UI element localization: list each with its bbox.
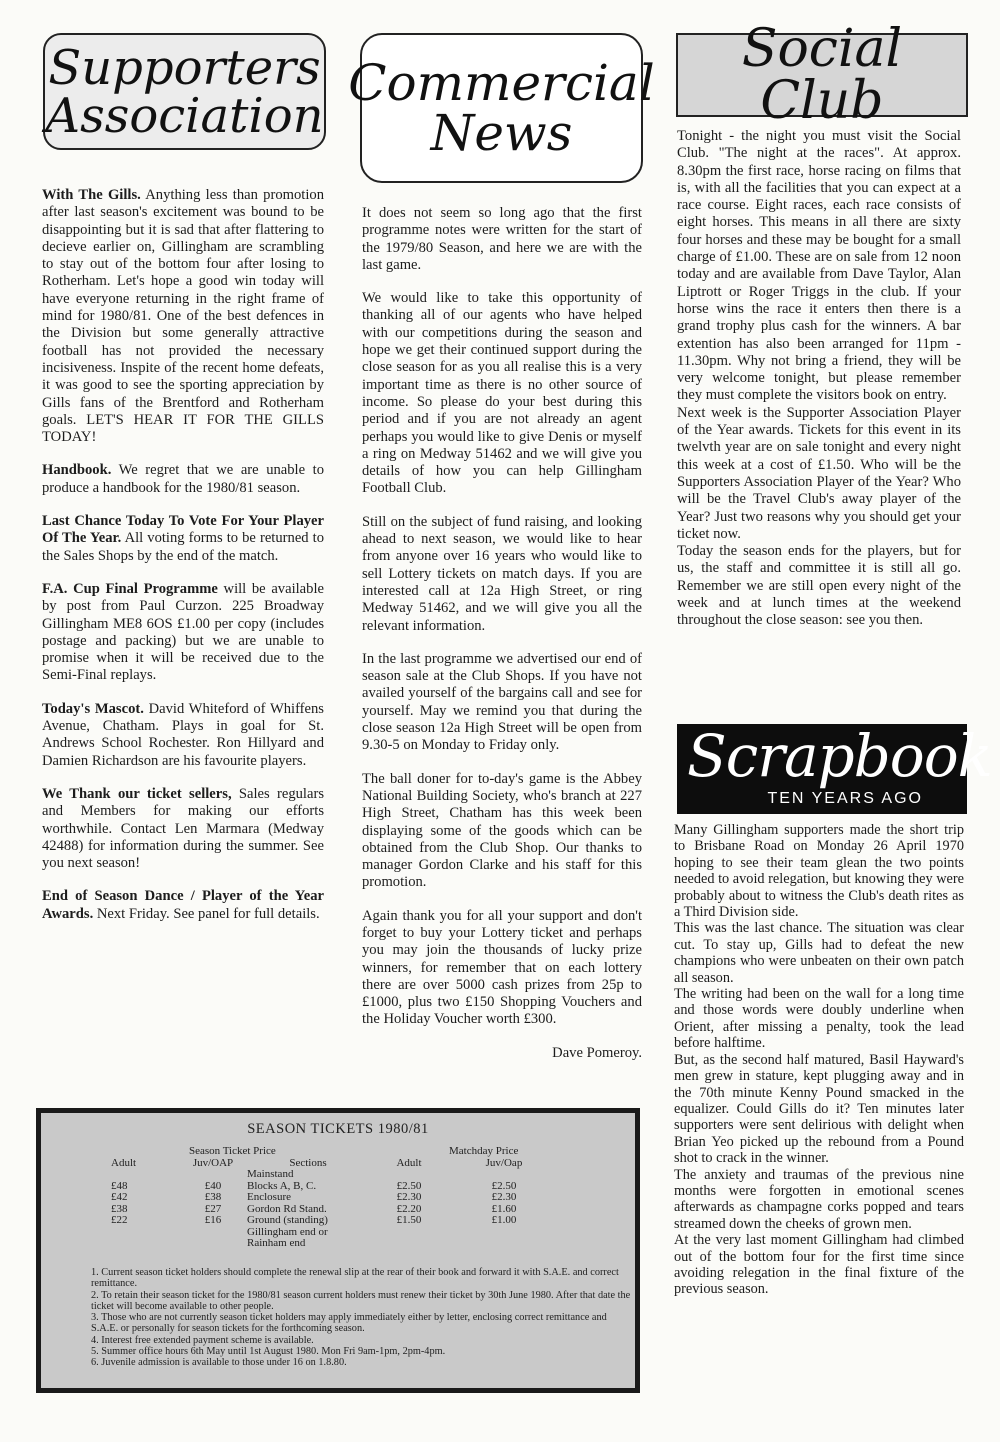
cell-matchday-juv: £1.00 [491, 1214, 517, 1226]
paragraph-text: David Whiteford of Whiffens Avenue, Chatham. Plays in goal for St. Andrews School Rochester. Ron Hillyard and Damien Richardson are his favourite players. [42, 700, 324, 769]
note-item: 4. Interest free extended payment scheme is available. [91, 1334, 314, 1346]
supporters-paragraph [42, 581, 324, 685]
note-item: 2. To retain their season ticket for the 1980/81 season current holders must renew their ticket by 30th June 1980. After that date the ticket will become available to other people. [91, 1289, 631, 1312]
commercial-signature: Dave Pomeroy. [552, 1044, 642, 1061]
scrapbook-banner [677, 722, 992, 814]
scrapbook-paragraph: Many Gillingham supporters made the short trip to Brisbane Road on Monday 26 April 1970 hoping to see their team glean the two points needed to avoid relegation, but knowing they were probably about to witness the Club's death rites as a Third Division side. [674, 822, 964, 921]
paragraph-lead: Today's Mascot. [42, 700, 144, 717]
paragraph-lead: With The Gills. [42, 187, 141, 203]
note-item: 1. Current season ticket holders should complete the renewal slip at the rear of their book and forward it with S.A.E. and correct remittance. [91, 1267, 619, 1290]
scrapbook-paragraph: At the very last moment Gillingham had climbed out of the bottom four for the first time since avoiding relegation in the final fixture of the previous season. [674, 1232, 964, 1298]
social-paragraph: Next week is the Supporter Association Player of the Year awards. Tickets for this event in its twelvth year are on sale tonight and every night this week at a cost of £1.50. Who will be the Supporters Association Player of the Year? Who will be the Travel Club's away player of the Year? Just two reasons why you should get your ticket now. [677, 404, 961, 542]
extra-section-1: Gillingham end or [247, 1225, 328, 1238]
commercial-header-line2: News [430, 104, 573, 162]
supporters-paragraph [42, 701, 324, 770]
right-column [677, 128, 961, 646]
season-tickets-notes [91, 1267, 631, 1369]
cell-juv: £27 [204, 1202, 222, 1215]
scrapbook-paragraph: The writing had been on the wall for a long time and those words were doubly underline when Orient, after missing a penalty, took the lead before halftime. [674, 986, 964, 1052]
season-price-heading: Season Ticket Price [189, 1145, 276, 1157]
table-row [101, 1203, 601, 1215]
cell-section: Enclosure [247, 1191, 291, 1203]
middle-column [362, 205, 642, 1062]
table-row [101, 1180, 601, 1192]
paragraph-text: Anything less than promotion after last season's excitement was bound to be disappointing but it is sad that after flattering to decieve earlier on, Gillingham are scrambling to stay out of the bottom four after losing to Rotherham. Let's hope a good win today will have everyone returning in the right frame of mind for 1980/81. One of the best defences in the Division but some generally attractive football has not provided the necessary incisiveness. Inspite of the recent home defeats, it was good to see the sporting appreciation by Gills fans of the Brentford and Rotherham goals. LET'S HEAR IT FOR THE GILLS TODAY! [42, 187, 324, 446]
col-sections: Sections [289, 1156, 327, 1169]
supporters-association-header [43, 33, 326, 150]
commercial-header-line1: Commercial [348, 54, 655, 112]
commercial-paragraph: We would like to take this opportunity of thanking all of our agents who have helped with our competitions during the season and hope we get their continued support during the close season for as you all realise this is a very important time as there is no other source of income. So please do your best during this period and if you are not already an agent perhaps you would like to give Denis or myself a ring on Medway 51462 and we will give you details of how you can help Gillingham Football Club. [362, 290, 642, 497]
cell-matchday-juv: £2.30 [491, 1191, 517, 1203]
social-header-title: Social Club [741, 19, 903, 131]
paragraph-lead: Last Chance Today To Vote For Your Player Of The Year. [42, 513, 324, 547]
col-juv-matchday: Juv/Oap [485, 1156, 523, 1169]
scrapbook-paragraph: The anxiety and traumas of the previous nine months were forgotten in emotional scenes afterwards as champagne corks popped and tears streamed down the cheeks of grown men. [674, 1166, 964, 1232]
social-paragraph: Tonight - the night you must visit the Social Club. "The night at the races". At approx. 8.30pm the first race, horse racing on films that is, with all the facilities that you can expect at a race course. Eight races, each race consists of eight horses. This means in all there are sixty four horses and these may be bought for a small charge of £1.00. These are on sale from 12 noon today and are available from Dave Taylor, Alan Liptrott or Roger Triggs in the club. If your horse wins the race it enters then there is a grand trophy plus cash for the winners. A bar extention has also been arranged for 11pm - 11.30pm. Why not bring a friend, they will be very welcome tonight, but please remember they must complete the visitors book on entry. [677, 128, 961, 404]
extra-section-2: Rainham end [247, 1237, 306, 1249]
table-row [101, 1214, 601, 1226]
supporters-paragraph [42, 786, 324, 872]
left-column [42, 187, 324, 939]
paragraph-text: All voting forms to be returned to the Sales Shops by the end of the match. [42, 530, 324, 564]
cell-adult: £48 [111, 1179, 128, 1192]
scrapbook-column [674, 822, 964, 1298]
col-juv: Juv/OAP [192, 1156, 234, 1169]
paragraph-text: will be available by post from Paul Curzon. 225 Broadway Gillingham ME8 6OS £1.00 per copy (includes postage and packing) but we are unable to promise when it will be received due to the Semi-Final replays. [42, 580, 324, 684]
cell-matchday-adult: £2.50 [396, 1179, 422, 1192]
cell-adult: £42 [111, 1191, 128, 1203]
season-tickets-title: SEASON TICKETS 1980/81 [247, 1121, 429, 1137]
scrapbook-title: Scrapbook [687, 722, 992, 790]
cell-section: Blocks A, B, C. [247, 1179, 317, 1192]
cell-juv: £38 [204, 1191, 222, 1203]
cell-juv: £16 [204, 1214, 222, 1226]
season-tickets-panel [36, 1108, 640, 1393]
paragraph-text: We regret that we are unable to produce a handbook for the 1980/81 season. [42, 462, 324, 496]
col-adult: Adult [111, 1156, 137, 1169]
social-paragraph: Today the season ends for the players, but for us, the staff and committee it is still all go. Remember we are still open every night of the week and at lunch times at the weekend throughout the close season: see you then. [677, 543, 961, 629]
supporters-header-line2: Association [45, 87, 324, 144]
supporters-paragraph [42, 888, 324, 923]
mainstand-label: Mainstand [247, 1168, 294, 1180]
commercial-paragraph: Still on the subject of fund raising, and looking ahead to next season, we would like to hear from anyone over 16 years who would like to sell Lottery tickets on match days. If you are interested call at 12a High Street, or ring Medway 51462, and we will give you all the relevant information. [362, 513, 642, 634]
supporters-paragraph [42, 513, 324, 565]
paragraph-lead: End of Season Dance / Player of the Year Awards. [42, 888, 324, 922]
cell-matchday-adult: £1.50 [396, 1214, 422, 1226]
note-item: 5. Summer office hours 6th May until 1st August 1980. Mon Fri 9am-1pm, 2pm-4pm. [91, 1346, 446, 1358]
scrapbook-subtitle: TEN YEARS AGO [767, 790, 923, 807]
commercial-paragraph: In the last programme we advertised our end of season sale at the Club Shops. If you have not availed yourself of the bargains call and see for yourself. May we remind you that during the close season 12a High Street will be open from 9.30-5 on Monday to Friday only. [362, 650, 642, 754]
supporters-header-line1: Supporters [48, 39, 321, 96]
social-club-header [676, 19, 968, 131]
note-item: 3. Those who are not currently season ticket holders may apply immediately either by letter, enclosing correct remittance and S.A.E. or personally for season tickets for the forthcoming season. [91, 1312, 607, 1335]
scrapbook-paragraph: This was the last chance. The situation was clear cut. To stay up, Gills had to defeat the new champions who were unbeaten on their own patch all season. [674, 920, 964, 986]
cell-matchday-juv: £2.50 [491, 1179, 517, 1192]
commercial-paragraph: It does not seem so long ago that the first programme notes were written for the start of the 1979/80 Season, and here we are with the last game. [362, 205, 642, 273]
matchday-price-heading: Matchday Price [449, 1145, 519, 1157]
commercial-paragraph: The ball doner for to-day's game is the Abbey National Building Society, who's branch at 227 High Street, Chatham has this week been displaying some of the goods which can be obtained from the Club Shop. Our thanks to manager Gordon Clarke and his staff for this promotion. [362, 770, 642, 891]
note-item: 6. Juvenile admission is available to those under 16 on 1.8.80. [91, 1357, 347, 1369]
paragraph-lead: We Thank our ticket sellers, [42, 785, 232, 802]
paragraph-lead: F.A. Cup Final Programme [42, 580, 218, 597]
cell-matchday-adult: £2.30 [396, 1191, 422, 1203]
cell-juv: £40 [204, 1179, 222, 1192]
col-adult-matchday: Adult [396, 1156, 422, 1169]
cell-adult: £38 [111, 1202, 128, 1215]
table-row [101, 1191, 601, 1203]
paragraph-text: Next Friday. See panel for full details. [93, 905, 320, 922]
cell-matchday-adult: £2.20 [396, 1202, 422, 1215]
season-tickets-table [101, 1145, 601, 1249]
supporters-paragraph [42, 462, 324, 497]
commercial-paragraph: Again thank you for all your support and don't forget to buy your Lottery ticket and perhaps you may join the thousands of lucky prize winners, for remember that on each lottery there are over 5000 cash prizes from 25p to £1000, plus two £150 Shopping Vouchers and the Holiday Voucher worth £300. [362, 907, 642, 1028]
paragraph-text: Sales regulars and Members for making our efforts worthwhile. Contact Len Marmara (Medway 42488) for information during the summer. See you next season! [42, 785, 324, 872]
paragraph-lead: Handbook. [42, 462, 112, 479]
commercial-news-header [348, 33, 655, 183]
cell-matchday-juv: £1.60 [491, 1202, 517, 1215]
cell-section: Ground (standing) [247, 1214, 328, 1226]
scrapbook-paragraph: But, as the second half matured, Basil Hayward's men grew in stature, kept plugging away and in the 70th minute Kenny Pound smacked in the equalizer. Could Gills do it? Ten minutes later supporters were sent delirious with delight when Brian Yeo picked up the rebound from a Pound shot to crack in the winner. [674, 1051, 964, 1167]
supporters-paragraph [42, 187, 324, 446]
cell-adult: £22 [111, 1214, 128, 1226]
cell-section: Gordon Rd Stand. [247, 1202, 327, 1215]
